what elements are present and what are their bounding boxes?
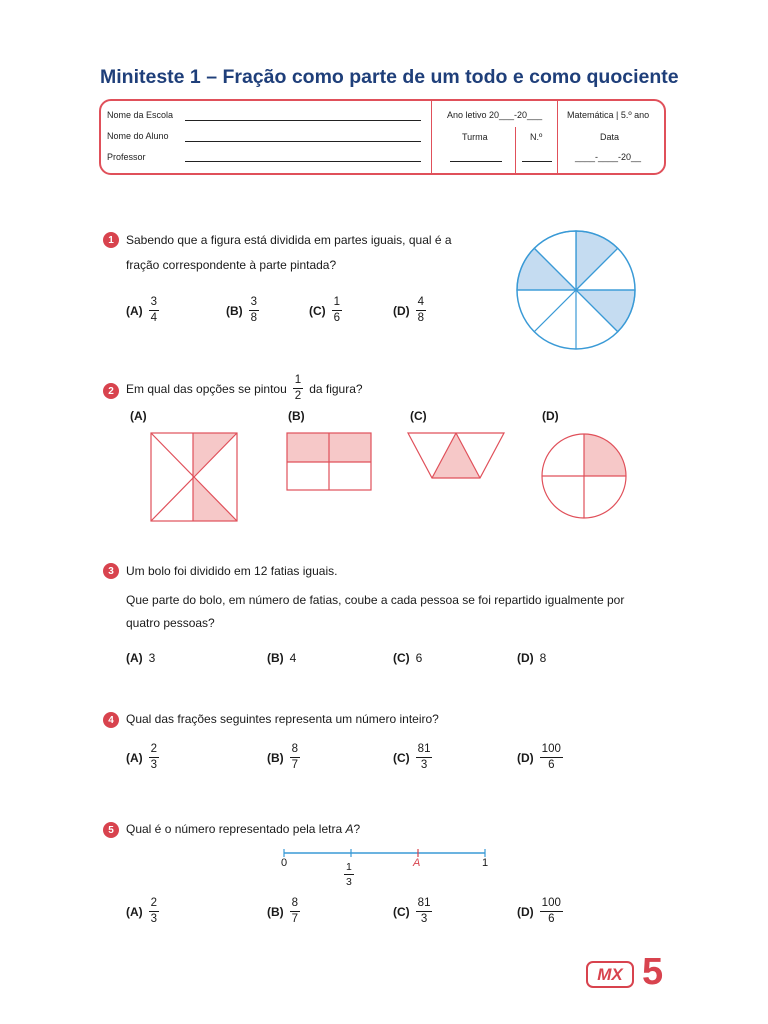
class-field[interactable]: [450, 161, 502, 162]
option-label: (D): [517, 904, 534, 919]
option-fraction: $\frac{4}{8}$: [417, 296, 425, 325]
option-fraction: $\frac{81}{3}$: [417, 743, 431, 772]
q2-figure-c[interactable]: [406, 432, 506, 480]
q5-option-a[interactable]: [126, 897, 159, 926]
header-divider: [515, 127, 516, 173]
option-label: (D): [393, 303, 410, 318]
q1-option-b[interactable]: [226, 296, 259, 325]
q2-figure-a[interactable]: [150, 432, 240, 522]
student-label: Nome do Aluno: [107, 131, 169, 141]
option-value: 4: [289, 651, 297, 665]
q5-option-d[interactable]: [517, 897, 563, 926]
q5-option-c[interactable]: [393, 897, 432, 926]
option-label: (C): [393, 651, 410, 665]
q5-option-b[interactable]: [267, 897, 300, 926]
option-fraction: $\frac{100}{6}$: [541, 897, 561, 926]
q2-option-d-label[interactable]: (D): [542, 409, 559, 423]
option-fraction: $\frac{3}{4}$: [150, 296, 158, 325]
number-field[interactable]: [522, 161, 552, 162]
q1-option-a[interactable]: [126, 296, 159, 325]
option-fraction: $\frac{2}{3}$: [150, 743, 158, 772]
subject-label: Matemática | 5.º ano: [567, 110, 650, 120]
option-value: 8: [539, 651, 547, 665]
q1-text-line2: fração correspondente à parte pintada?: [126, 258, 337, 272]
number-label: N.º: [530, 132, 543, 142]
question-number: 5: [103, 822, 119, 838]
question-number: 3: [103, 563, 119, 579]
q5-number-line: [280, 848, 494, 858]
q2-figure-d[interactable]: [540, 432, 628, 520]
option-label: (D): [517, 651, 534, 665]
option-label: (B): [226, 303, 243, 318]
option-label: (C): [309, 303, 326, 318]
q3-option-c[interactable]: [393, 651, 422, 665]
q1-option-c[interactable]: [309, 296, 342, 325]
option-fraction: $\frac{2}{3}$: [150, 897, 158, 926]
logo-mx: MX: [586, 961, 634, 988]
q4-option-d[interactable]: [517, 743, 563, 772]
question-number: 2: [103, 383, 119, 399]
option-label: (A): [126, 303, 143, 318]
q5-text: Qual é o número representado pela letra A?: [126, 822, 361, 836]
q3-option-d[interactable]: [517, 651, 546, 665]
numberline-label-a: A: [413, 857, 421, 869]
teacher-label: Professor: [107, 152, 146, 162]
header-divider: [557, 101, 558, 173]
numberline-label-0: 0: [281, 857, 288, 869]
q4-option-a[interactable]: [126, 743, 159, 772]
q3-option-b[interactable]: [267, 651, 296, 665]
option-label: (A): [126, 904, 143, 919]
q3-text-line2: Que parte do bolo, em número de fatias, coube a cada pessoa se foi repartido igualmente por: [126, 593, 625, 607]
option-value: 3: [148, 651, 156, 665]
q2-fraction: $\frac{1}{2}$: [294, 374, 302, 403]
option-fraction: $\frac{8}{7}$: [291, 897, 299, 926]
page-title: Miniteste 1 – Fração como parte de um todo e como quociente: [100, 66, 679, 88]
mx5-logo: [586, 951, 670, 993]
option-label: (B): [267, 750, 284, 765]
q2-option-c-label[interactable]: (C): [410, 409, 427, 423]
q1-option-d[interactable]: [393, 296, 426, 325]
q1-circle-figure: [514, 228, 638, 352]
q3-option-a[interactable]: [126, 651, 155, 665]
school-label: Nome da Escola: [107, 110, 174, 120]
q4-option-b[interactable]: [267, 743, 300, 772]
date-label: Data: [600, 132, 620, 142]
option-fraction: $\frac{1}{6}$: [333, 296, 341, 325]
option-label: (A): [126, 651, 143, 665]
option-value: 6: [415, 651, 423, 665]
q3-text-line3: quatro pessoas?: [126, 616, 215, 630]
q2-figure-b[interactable]: [286, 432, 372, 492]
option-label: (C): [393, 904, 410, 919]
school-field[interactable]: [185, 120, 421, 121]
option-fraction: $\frac{3}{8}$: [250, 296, 258, 325]
q2-text: Em qual das opções se pintou $\frac{1}{2}$ da figura?: [126, 374, 363, 403]
q1-text-line1: Sabendo que a figura está dividida em partes iguais, qual é a: [126, 233, 452, 247]
option-label: (D): [517, 750, 534, 765]
school-year: Ano letivo 20___-20___: [447, 110, 543, 120]
class-label: Turma: [462, 132, 488, 142]
option-label: (A): [126, 750, 143, 765]
numberline-label-third: $\frac{1}{3}$: [346, 861, 352, 889]
option-label: (B): [267, 904, 284, 919]
date-field[interactable]: ____-____-20__: [575, 152, 642, 162]
option-fraction: $\frac{100}{6}$: [541, 743, 561, 772]
teacher-field[interactable]: [185, 161, 421, 162]
header-divider: [431, 101, 432, 173]
question-number: 1: [103, 232, 119, 248]
q4-text: Qual das frações seguintes representa um número inteiro?: [126, 712, 439, 726]
numberline-label-1: 1: [482, 857, 489, 869]
option-fraction: $\frac{81}{3}$: [417, 897, 431, 926]
logo-number: 5: [642, 951, 664, 993]
question-number: 4: [103, 712, 119, 728]
student-field[interactable]: [185, 141, 421, 142]
q3-text-line1: Um bolo foi dividido em 12 fatias iguais.: [126, 564, 338, 578]
option-label: (B): [267, 651, 284, 665]
option-label: (C): [393, 750, 410, 765]
q2-option-a-label[interactable]: (A): [130, 409, 147, 423]
q2-option-b-label[interactable]: (B): [288, 409, 305, 423]
q4-option-c[interactable]: [393, 743, 432, 772]
option-fraction: $\frac{8}{7}$: [291, 743, 299, 772]
